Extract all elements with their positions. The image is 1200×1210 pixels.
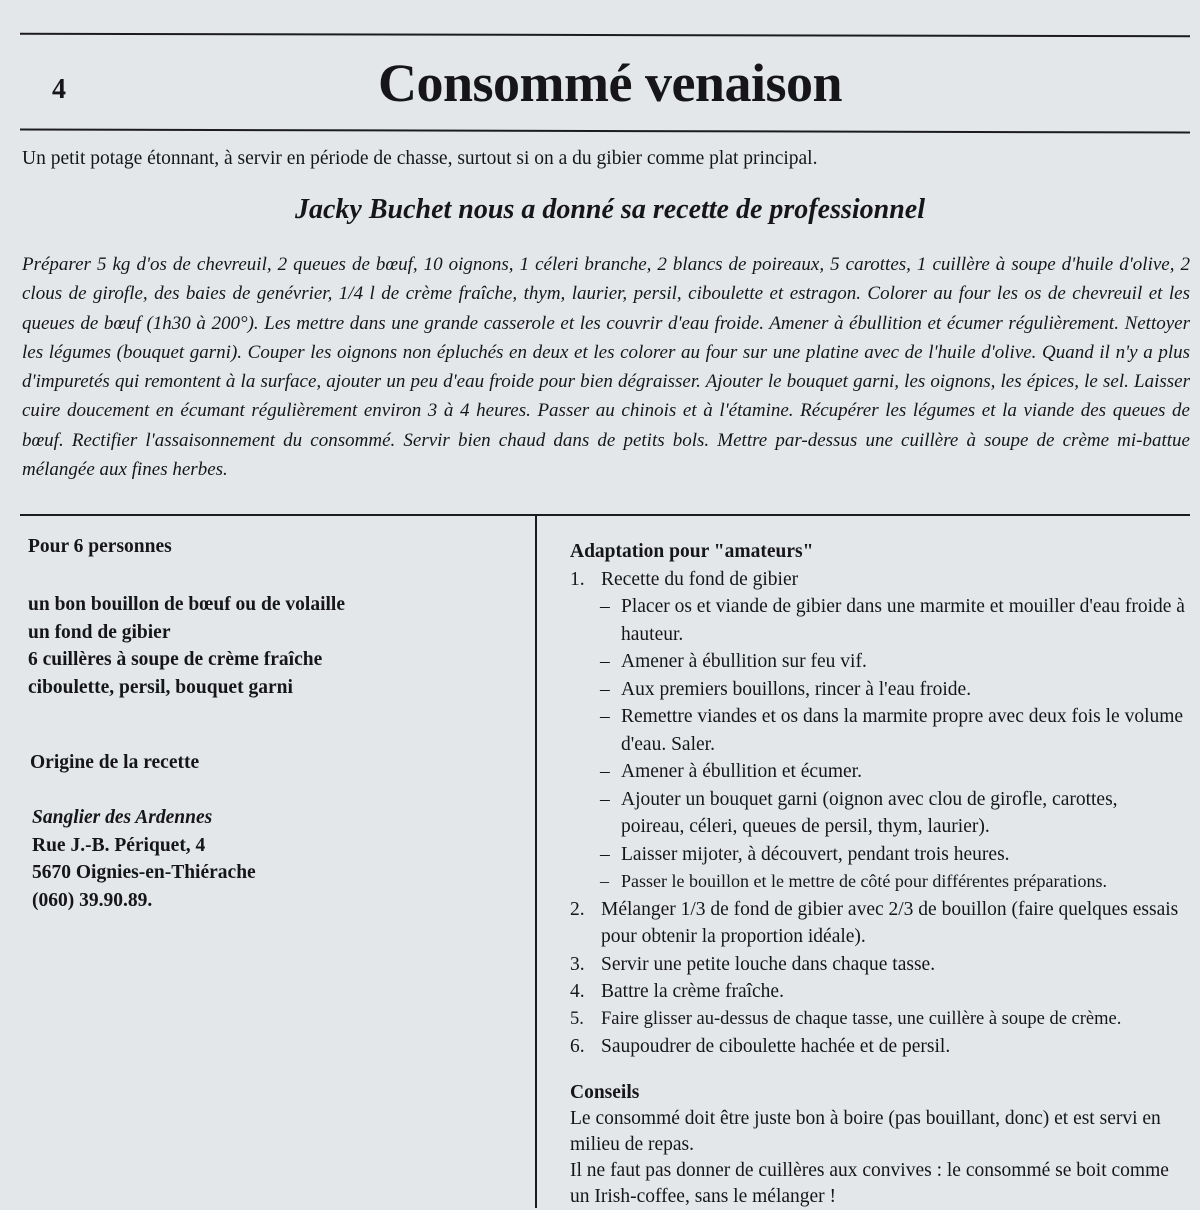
substep-item: – Remettre viandes et os dans la marmite propre avec deux fois le volume d'eau. Saler.: [600, 706, 1184, 755]
origin-city: 5670 Oignies-en-Thiérache: [32, 862, 256, 883]
substep-text: Ajouter un bouquet garni (oignon avec clou de girofle, carottes, poireau, céleri, queues de persil, thym, laurier).: [621, 788, 1118, 837]
step-text: Faire glisser au-dessus de chaque tasse, une cuillère à soupe de crème.: [601, 1008, 1122, 1029]
substep-text: Aux premiers bouillons, rincer à l'eau froide.: [621, 678, 972, 700]
origin-phone: (060) 39.90.89.: [32, 889, 153, 911]
intro-text: Un petit potage étonnant, à servir en période de chasse, surtout si on a du gibier comme plat principal.: [22, 148, 818, 169]
title-rule: [20, 128, 1190, 133]
page-title: Consommé venaison: [377, 53, 843, 113]
substep-item: – Ajouter un bouquet garni (oignon avec clou de girofle, carottes, poireau, céleri, queues de persil, thym, laurier).: [600, 788, 1118, 837]
substep-item: – Laisser mijoter, à découvert, pendant trois heures.: [600, 843, 1010, 865]
subtitle: Jacky Buchet nous a donné sa recette de professionnel: [295, 194, 925, 225]
ingredient-item: un bon bouillon de bœuf ou de volaille: [28, 594, 345, 615]
substep-text: Placer os et viande de gibier dans une marmite et mouiller d'eau froide à hauteur.: [621, 596, 1185, 645]
step-item: 1. Recette du fond de gibier: [570, 568, 799, 590]
conseils-heading: Conseils: [570, 1081, 640, 1103]
step-text: Battre la crème fraîche.: [601, 981, 784, 1002]
step-text: Mélanger 1/3 de fond de gibier avec 2/3 de bouillon (faire quelques essais pour obtenir la proportion idéale).: [601, 898, 1179, 947]
top-rule: [20, 33, 1190, 37]
substep-item: – Amener à ébullition sur feu vif.: [600, 651, 867, 672]
step-text: Saupoudrer de ciboulette hachée et de persil.: [601, 1036, 951, 1057]
step-item: 6. Saupoudrer de ciboulette hachée et de persil.: [570, 1036, 951, 1057]
substep-item: – Placer os et viande de gibier dans une marmite et mouiller d'eau froide à hauteur.: [600, 596, 1185, 645]
step-text: Recette du fond de gibier: [601, 568, 799, 590]
substep-text: Amener à ébullition sur feu vif.: [621, 651, 867, 672]
origin-block: [32, 804, 256, 914]
step-item: 2. Mélanger 1/3 de fond de gibier avec 2/3 de bouillon (faire quelques essais pour obtenir la proportion idéale).: [570, 898, 1179, 947]
adaptation-heading: Adaptation pour "amateurs": [570, 541, 814, 562]
substep-text: Amener à ébullition et écumer.: [621, 761, 862, 782]
step-item: 3. Servir une petite louche dans chaque tasse.: [570, 953, 936, 975]
substep-item: – Passer le bouillon et le mettre de côté pour différentes préparations.: [600, 871, 1107, 891]
origin-name: Sanglier des Ardennes: [32, 807, 213, 828]
ingredients-list: [28, 591, 345, 701]
substep-text: Remettre viandes et os dans la marmite propre avec deux fois le volume d'eau. Saler.: [621, 706, 1184, 755]
right-column: [570, 538, 1185, 1210]
substep-text: Laisser mijoter, à découvert, pendant trois heures.: [621, 843, 1010, 865]
section-rule: [20, 514, 1190, 516]
column-divider: [535, 514, 537, 1208]
page-number: 4: [52, 74, 66, 105]
origin-address: Rue J.-B. Périquet, 4: [32, 834, 206, 856]
tip-text: Il ne faut pas donner de cuillères aux convives : le consommé se boit comme un Irish-coffee, sans le mélanger !: [570, 1160, 1169, 1207]
substep-item: – Amener à ébullition et écumer.: [600, 761, 862, 782]
substep-text: Passer le bouillon et le mettre de côté pour différentes préparations.: [621, 871, 1107, 891]
ingredient-item: un fond de gibier: [28, 621, 171, 643]
step-text: Servir une petite louche dans chaque tasse.: [601, 953, 936, 975]
step-item: 5. Faire glisser au-dessus de chaque tasse, une cuillère à soupe de crème.: [570, 1008, 1122, 1029]
step-item: 4. Battre la crème fraîche.: [570, 981, 784, 1002]
ingredient-item: 6 cuillères à soupe de crème fraîche: [28, 649, 323, 670]
tip-text: Le consommé doit être juste bon à boire (pas bouillant, donc) et est servi en milieu de repas.: [570, 1108, 1161, 1155]
origin-heading: Origine de la recette: [30, 752, 200, 773]
substep-item: – Aux premiers bouillons, rincer à l'eau froide.: [600, 678, 972, 700]
servings: Pour 6 personnes: [28, 536, 172, 557]
recipe-paragraph: Préparer 5 kg d'os de chevreuil, 2 queues de bœuf, 10 oignons, 1 céleri branche, 2 blancs de poireaux, 5 carottes, 1 cuillère à soupe d'huile d'olive, 2 clous de girofle, des baies de genévrier, 1/4 l de crème fraîche, thym, laurier, persil, ciboulette et estragon. Colorer au four les os de chevreuil et les queues de bœuf (1h30 à 200°). Les mettre dans une grande casserole et les couvrir d'eau froide. Amener à ébullition et écumer régulièrement. Nettoyer les légumes (bouquet garni). Couper les oignons non épluchés en deux et les colorer au four sur une platine avec de l'huile d'olive. Quand il n'y a plus d'impuretés qui remontent à la surface, ajouter un peu d'eau froide pour bien dégraisser. Ajouter le bouquet garni, les oignons, les épices, le sel. Laisser cuire doucement en écumant régulièrement environ 3 à 4 heures. Passer au chinois et à l'étamine. Récupérer les légumes et la viande des queues de bœuf. Rectifier l'assaisonnement du consommé. Servir bien chaud dans de petits bols. Mettre par-dessus une cuillère à soupe de crème mi-battue mélangée aux fines herbes.: [22, 254, 1190, 481]
ingredient-item: ciboulette, persil, bouquet garni: [28, 676, 293, 698]
